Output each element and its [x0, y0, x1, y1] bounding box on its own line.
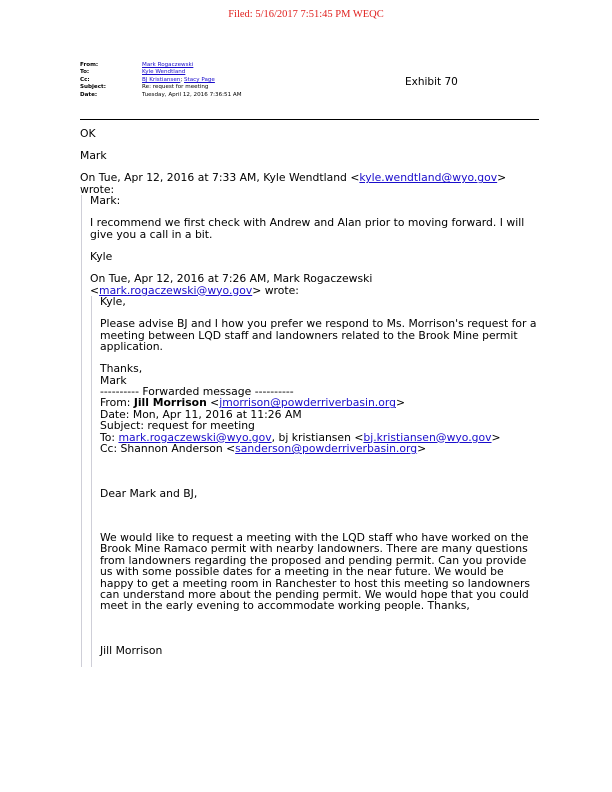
- jill-signature: Jill Morrison: [100, 643, 163, 657]
- reply1-wrote: wrote:: [80, 182, 115, 196]
- fwd-to-mark-link[interactable]: mark.rogaczewski@wyo.gov: [118, 430, 272, 444]
- fwd-cc: [100, 443, 540, 454]
- fwd-cc-gt: >: [417, 442, 427, 456]
- from-link[interactable]: Mark Rogaczewski: [142, 62, 194, 68]
- fwd-from-lt: <: [206, 396, 220, 410]
- reply2-suffix: > wrote:: [252, 283, 299, 297]
- kyle-message: I recommend we first check with Andrew and Alan prior to moving forward. I will give you a call in a bit.: [90, 216, 525, 241]
- jill-message: We would like to request a meeting with the LQD staff who have worked on the Brook Mine Ramaco permit with nearby landowners. There are many questions from landowners regarding the proposed and pending permit. Can you provide us with some possible dates for a meeting in the near future. We would be happy to get a meeting room in Ranchester to host this meeting so landowners can understand more about the pending permit. We would hope that you could meet in the early evening to accommodate working people. Thanks,: [100, 530, 531, 613]
- fwd-from-gt: >: [395, 396, 405, 410]
- jill-email-link[interactable]: jmorrison@powderriverbasin.org: [219, 396, 396, 410]
- cc-label: Cc:: [80, 76, 90, 83]
- header-from-row: [80, 62, 242, 69]
- reply2-attribution-line2: [90, 285, 540, 296]
- subject-label: Subject:: [80, 84, 106, 91]
- ok-text: OK: [80, 127, 96, 140]
- fwd-subject: Subject: request for meeting: [100, 419, 255, 433]
- fwd-from-name: Jill Morrison: [133, 396, 207, 410]
- header-subject-row: [80, 84, 242, 91]
- reply1-suffix: >: [497, 171, 507, 185]
- fwd-from-label: From:: [100, 396, 134, 410]
- fwd-date: Date: Mon, Apr 11, 2016 at 11:26 AM: [100, 407, 302, 421]
- email-body: [80, 128, 540, 667]
- subject-value: Re: request for meeting: [142, 84, 209, 91]
- fwd-cc-shannon-link[interactable]: sanderson@powderriverbasin.org: [235, 442, 418, 456]
- kyle-greeting: Mark:: [90, 194, 121, 208]
- from-label: From:: [80, 62, 99, 68]
- kyle-email-link[interactable]: kyle.wendtland@wyo.gov: [359, 171, 498, 185]
- reply1-prefix: On Tue, Apr 12, 2016 at 7:33 AM, Kyle Wendtland <: [80, 171, 360, 185]
- fwd-to-gt: >: [491, 430, 501, 444]
- mark-greeting: Kyle,: [100, 295, 126, 309]
- kyle-signature: Kyle: [90, 250, 113, 264]
- reply2-lt: <: [90, 283, 100, 297]
- to-link[interactable]: Kyle Wendtland: [142, 69, 186, 76]
- mark-email-link[interactable]: mark.rogaczewski@wyo.gov: [99, 283, 253, 297]
- mark-message: Please advise BJ and I how you prefer we respond to Ms. Morrison's request for a meeting between LQD staff and landowners related to the Brook Mine permit application.: [100, 317, 537, 354]
- fwd-to-mid: , bj kristiansen <: [271, 430, 364, 444]
- cc-separator: ;: [180, 76, 183, 83]
- mark-signature-2: Mark: [100, 373, 127, 387]
- date-label: Date:: [80, 91, 98, 98]
- date-value: Tuesday, April 12, 2016 7:36:51 AM: [142, 91, 242, 98]
- filed-stamp: Filed: 5/16/2017 7:51:45 PM WEQC: [228, 9, 384, 20]
- quoted-reply-kyle: [81, 195, 540, 667]
- fwd-cc-label: Cc: Shannon Anderson <: [100, 442, 236, 456]
- thanks-text: Thanks,: [100, 362, 143, 376]
- fwd-to-bj-link[interactable]: bj.kristiansen@wyo.gov: [363, 430, 492, 444]
- cc-link-2[interactable]: Stacy Page: [184, 76, 215, 83]
- to-label: To:: [80, 69, 90, 76]
- forwarded-divider: ---------- Forwarded message ----------: [100, 385, 294, 399]
- cc-link-1[interactable]: BJ Kristiansen: [142, 76, 181, 83]
- exhibit-label: Exhibit 70: [405, 76, 458, 88]
- header-date-row: [80, 92, 242, 99]
- header-to-row: [80, 69, 242, 76]
- header-cc-row: [80, 77, 242, 84]
- reply2-attribution-line1: On Tue, Apr 12, 2016 at 7:26 AM, Mark Rogaczewski: [90, 272, 373, 286]
- email-header: [80, 62, 242, 99]
- reply1-attribution: [80, 172, 540, 183]
- dear-greeting: Dear Mark and BJ,: [100, 486, 198, 500]
- mark-signature: Mark: [80, 149, 107, 163]
- header-divider: [80, 119, 539, 120]
- quoted-reply-mark: [91, 296, 540, 667]
- fwd-to-label: To:: [100, 430, 119, 444]
